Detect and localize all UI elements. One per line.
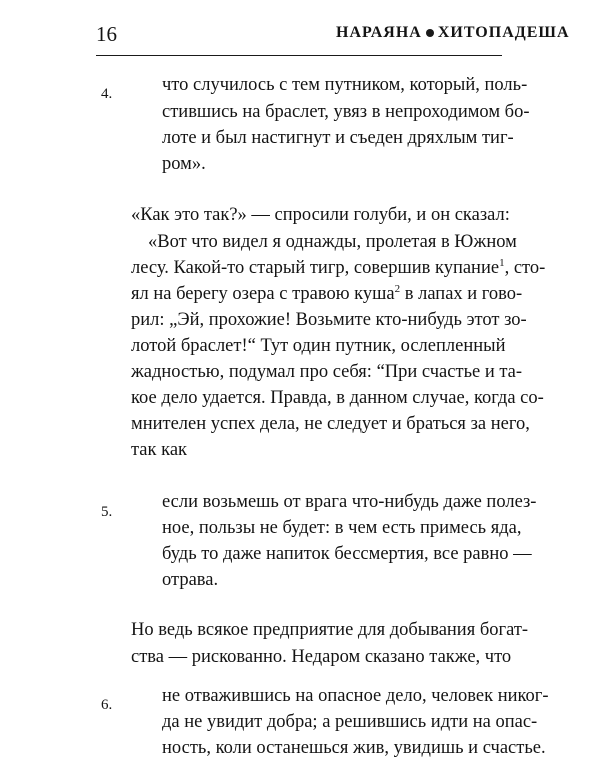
footnote-ref: 1 — [499, 256, 505, 269]
prose-line: жадностью, подумал про себя: “При счастье и та- — [131, 362, 523, 382]
verse-line: не отважившись на опасное дело, человек никог- — [162, 686, 549, 706]
verse-number: 6. — [101, 697, 113, 713]
verse-line: стившись на браслет, увяз в непроходимом бо- — [162, 102, 530, 122]
prose-line: так как — [131, 440, 188, 460]
running-title-work: ХИТОПАДЕША — [437, 24, 570, 41]
header-rule — [96, 55, 502, 56]
prose-line: Но ведь всякое предприятие для добывания богат- — [131, 620, 529, 640]
ornament-dot-icon — [426, 29, 434, 37]
verse-line: что случилось с тем путником, который, поль- — [162, 75, 528, 95]
prose-line: кое дело удается. Правда, в данном случае, когда со- — [131, 388, 544, 408]
prose-line: ял на берегу озера с травою куша$^2$ в лапах и гово- — [131, 282, 523, 304]
verse-line: да не увидит добра; а решившись идти на опас- — [162, 712, 538, 732]
verse-number: 4. — [101, 86, 113, 102]
verse-line: лоте и был настигнут и съеден дряхлым тиг- — [162, 128, 514, 148]
prose-line: «Как это так?» — спросили голуби, и он сказал: — [131, 205, 510, 225]
verse-line: отрава. — [162, 570, 219, 590]
verse-line: ное, пользы не будет: в чем есть примесь яда, — [162, 518, 522, 538]
page-number: 16 — [96, 22, 117, 46]
footnote-ref: 2 — [394, 282, 401, 295]
prose-line: рил: „Эй, прохожие! Возьмите кто-нибудь этот зо- — [131, 310, 527, 330]
verse-line: ром». — [162, 154, 206, 174]
running-title-author: НАРАЯНА — [336, 24, 422, 41]
verse-line: если возьмешь от врага что-нибудь даже полез- — [162, 492, 537, 512]
prose-line: лотой браслет!“ Тут один путник, ослепленный — [131, 336, 506, 356]
running-title — [336, 24, 570, 42]
verse-line: ность, коли останешься жив, увидишь и счастье. — [162, 738, 546, 758]
prose-line: «Вот что видел я однажды, пролетая в Южном — [148, 232, 517, 252]
prose-line: ства — рискованно. Недаром сказано также, что — [131, 647, 512, 667]
verse-line: будь то даже напиток бессмертия, все равно — — [162, 544, 532, 564]
verse-number: 5. — [101, 504, 113, 520]
prose-line: лесу. Какой-то старый тигр, совершив купание$^1$, сто- — [131, 256, 546, 278]
prose-line: мнителен успех дела, не следует и браться за него, — [131, 414, 530, 434]
